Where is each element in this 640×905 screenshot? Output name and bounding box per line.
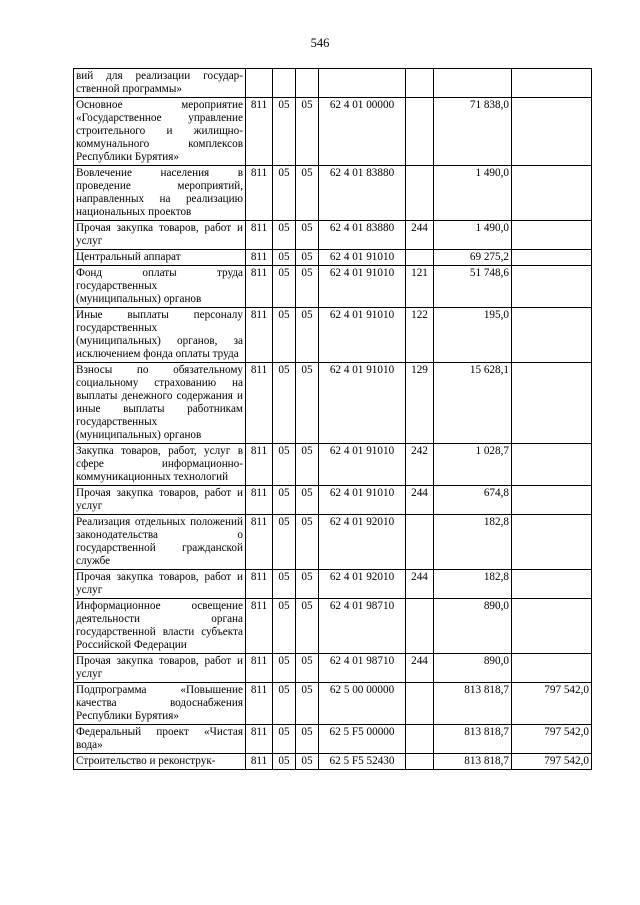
row-name: вий для реализации государ-ственной программы» (74, 69, 246, 98)
target-article-code: 62 4 01 83880 (319, 166, 406, 221)
section-code: 05 (273, 250, 296, 266)
amount-year-1: 195,0 (434, 308, 512, 363)
ministry-code (246, 69, 273, 98)
row-name: Федеральный проект «Чистая вода» (74, 725, 246, 754)
amount-year-1: 15 628,1 (434, 363, 512, 444)
expense-type-code (406, 515, 434, 570)
row-name: Прочая закупка товаров, работ и услуг (74, 654, 246, 683)
expense-type-code: 121 (406, 266, 434, 308)
expense-type-code: 244 (406, 654, 434, 683)
table-row (74, 570, 592, 599)
subsection-code: 05 (296, 166, 319, 221)
subsection-code (296, 69, 319, 98)
target-article-code: 62 4 01 92010 (319, 515, 406, 570)
section-code: 05 (273, 363, 296, 444)
amount-year-1: 813 818,7 (434, 754, 512, 770)
amount-year-2: 797 542,0 (512, 683, 592, 725)
row-name: Вовлечение населения в проведение мероприятий, направленных на реализацию национальных проектов (74, 166, 246, 221)
target-article-code: 62 5 F5 52430 (319, 754, 406, 770)
amount-year-2: 797 542,0 (512, 754, 592, 770)
ministry-code: 811 (246, 515, 273, 570)
expense-type-code (406, 599, 434, 654)
section-code: 05 (273, 266, 296, 308)
expense-type-code: 244 (406, 486, 434, 515)
ministry-code: 811 (246, 570, 273, 599)
section-code: 05 (273, 683, 296, 725)
subsection-code: 05 (296, 250, 319, 266)
row-name: Фонд оплаты труда государственных (муниципальных) органов (74, 266, 246, 308)
amount-year-1: 813 818,7 (434, 725, 512, 754)
subsection-code: 05 (296, 363, 319, 444)
row-name: Реализация отдельных положений законодательства о государственной гражданской службе (74, 515, 246, 570)
section-code: 05 (273, 166, 296, 221)
budget-table (73, 68, 592, 770)
target-article-code: 62 4 01 92010 (319, 570, 406, 599)
table-row (74, 654, 592, 683)
ministry-code: 811 (246, 444, 273, 486)
section-code: 05 (273, 725, 296, 754)
target-article-code: 62 4 01 91010 (319, 363, 406, 444)
ministry-code: 811 (246, 725, 273, 754)
amount-year-1: 1 490,0 (434, 221, 512, 250)
table-row (74, 69, 592, 98)
section-code: 05 (273, 98, 296, 166)
table-row (74, 250, 592, 266)
expense-type-code (406, 683, 434, 725)
subsection-code: 05 (296, 654, 319, 683)
ministry-code: 811 (246, 599, 273, 654)
table-row (74, 166, 592, 221)
target-article-code: 62 4 01 91010 (319, 308, 406, 363)
target-article-code: 62 4 01 00000 (319, 98, 406, 166)
amount-year-2 (512, 166, 592, 221)
section-code: 05 (273, 444, 296, 486)
amount-year-1: 69 275,2 (434, 250, 512, 266)
amount-year-1: 71 838,0 (434, 98, 512, 166)
amount-year-2 (512, 444, 592, 486)
amount-year-2 (512, 486, 592, 515)
amount-year-1: 1 028,7 (434, 444, 512, 486)
target-article-code (319, 69, 406, 98)
target-article-code: 62 5 F5 00000 (319, 725, 406, 754)
table-row (74, 754, 592, 770)
subsection-code: 05 (296, 444, 319, 486)
ministry-code: 811 (246, 266, 273, 308)
section-code: 05 (273, 654, 296, 683)
ministry-code: 811 (246, 754, 273, 770)
target-article-code: 62 4 01 98710 (319, 599, 406, 654)
expense-type-code: 242 (406, 444, 434, 486)
page-number: 546 (310, 36, 330, 50)
expense-type-code: 244 (406, 570, 434, 599)
table-row (74, 266, 592, 308)
row-name: Прочая закупка товаров, работ и услуг (74, 221, 246, 250)
expense-type-code (406, 166, 434, 221)
row-name: Прочая закупка товаров, работ и услуг (74, 486, 246, 515)
amount-year-2 (512, 363, 592, 444)
amount-year-2 (512, 98, 592, 166)
ministry-code: 811 (246, 363, 273, 444)
target-article-code: 62 4 01 83880 (319, 221, 406, 250)
section-code: 05 (273, 599, 296, 654)
amount-year-2 (512, 570, 592, 599)
ministry-code: 811 (246, 250, 273, 266)
section-code (273, 69, 296, 98)
amount-year-2 (512, 69, 592, 98)
table-row (74, 363, 592, 444)
amount-year-2 (512, 266, 592, 308)
row-name: Информационное освещение деятельности органа государственной власти субъекта Российской Федерации (74, 599, 246, 654)
row-name: Взносы по обязательному социальному страхованию на выплаты денежного содержания и иные выплаты работникам государственных (муниципальных) органов (74, 363, 246, 444)
expense-type-code: 244 (406, 221, 434, 250)
amount-year-2 (512, 515, 592, 570)
section-code: 05 (273, 570, 296, 599)
table-row (74, 725, 592, 754)
expense-type-code (406, 69, 434, 98)
amount-year-2: 797 542,0 (512, 725, 592, 754)
subsection-code: 05 (296, 486, 319, 515)
target-article-code: 62 4 01 91010 (319, 444, 406, 486)
ministry-code: 811 (246, 221, 273, 250)
section-code: 05 (273, 308, 296, 363)
section-code: 05 (273, 486, 296, 515)
amount-year-1: 890,0 (434, 654, 512, 683)
amount-year-1: 813 818,7 (434, 683, 512, 725)
amount-year-1: 1 490,0 (434, 166, 512, 221)
expense-type-code: 129 (406, 363, 434, 444)
amount-year-1: 51 748,6 (434, 266, 512, 308)
target-article-code: 62 4 01 91010 (319, 486, 406, 515)
row-name: Основное мероприятие «Государственное управление строительного и жилищно-коммунального комплексов Республики Бурятия» (74, 98, 246, 166)
amount-year-2 (512, 221, 592, 250)
row-name: Закупка товаров, работ, услуг в сфере информационно-коммуникационных технологий (74, 444, 246, 486)
amount-year-1: 182,8 (434, 515, 512, 570)
section-code: 05 (273, 221, 296, 250)
subsection-code: 05 (296, 725, 319, 754)
table-row (74, 683, 592, 725)
target-article-code: 62 4 01 91010 (319, 266, 406, 308)
row-name: Центральный аппарат (74, 250, 246, 266)
target-article-code: 62 4 01 98710 (319, 654, 406, 683)
amount-year-1: 890,0 (434, 599, 512, 654)
table-row (74, 444, 592, 486)
subsection-code: 05 (296, 754, 319, 770)
table-row (74, 515, 592, 570)
expense-type-code (406, 98, 434, 166)
table-row (74, 221, 592, 250)
table-row (74, 599, 592, 654)
expense-type-code (406, 725, 434, 754)
subsection-code: 05 (296, 98, 319, 166)
expense-type-code (406, 250, 434, 266)
table-body (74, 69, 592, 770)
amount-year-1: 674,8 (434, 486, 512, 515)
ministry-code: 811 (246, 486, 273, 515)
amount-year-2 (512, 308, 592, 363)
amount-year-2 (512, 599, 592, 654)
subsection-code: 05 (296, 515, 319, 570)
table-row (74, 308, 592, 363)
expense-type-code (406, 754, 434, 770)
table-row (74, 486, 592, 515)
section-code: 05 (273, 754, 296, 770)
subsection-code: 05 (296, 570, 319, 599)
amount-year-1 (434, 69, 512, 98)
ministry-code: 811 (246, 98, 273, 166)
target-article-code: 62 4 01 91010 (319, 250, 406, 266)
subsection-code: 05 (296, 221, 319, 250)
ministry-code: 811 (246, 654, 273, 683)
row-name: Прочая закупка товаров, работ и услуг (74, 570, 246, 599)
row-name: Строительство и реконструк- (74, 754, 246, 770)
table-row (74, 98, 592, 166)
subsection-code: 05 (296, 266, 319, 308)
amount-year-1: 182,8 (434, 570, 512, 599)
ministry-code: 811 (246, 683, 273, 725)
expense-type-code: 122 (406, 308, 434, 363)
target-article-code: 62 5 00 00000 (319, 683, 406, 725)
ministry-code: 811 (246, 166, 273, 221)
section-code: 05 (273, 515, 296, 570)
row-name: Подпрограмма «Повышение качества водоснабжения Республики Бурятия» (74, 683, 246, 725)
ministry-code: 811 (246, 308, 273, 363)
subsection-code: 05 (296, 308, 319, 363)
subsection-code: 05 (296, 683, 319, 725)
row-name: Иные выплаты персоналу государственных (муниципальных) органов, за исключением фонда оплаты труда (74, 308, 246, 363)
amount-year-2 (512, 654, 592, 683)
amount-year-2 (512, 250, 592, 266)
subsection-code: 05 (296, 599, 319, 654)
